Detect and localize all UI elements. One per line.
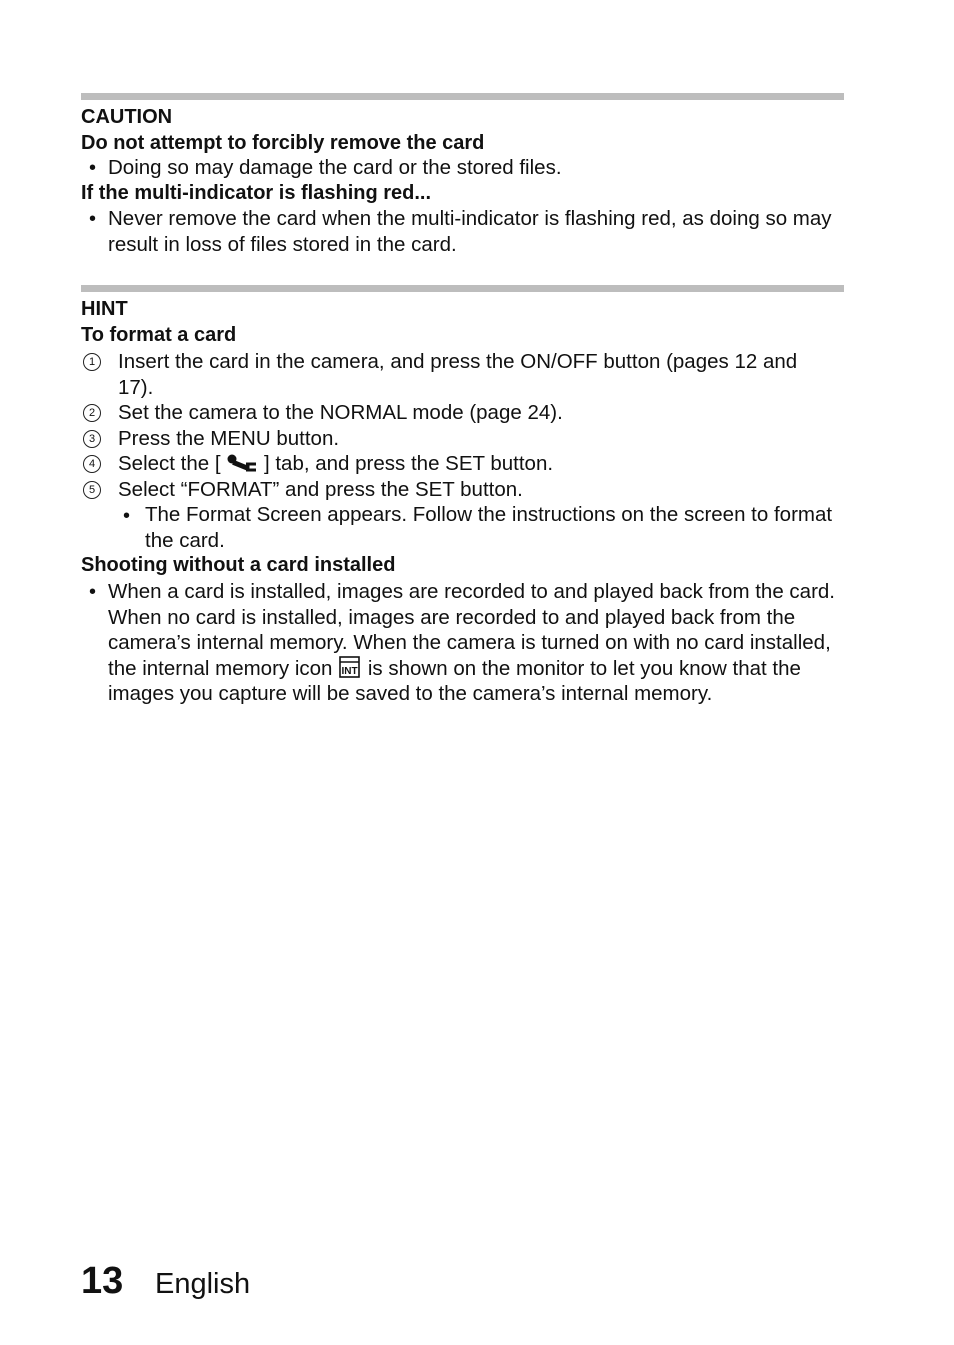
language-label: English [155,1268,251,1300]
format-card-title: To format a card [81,324,237,346]
caution-item2-text: Never remove the card when the multi-indicator is flashing red, as doing so may result in loss of files stored in the card. [108,207,832,256]
bullet: • [89,208,97,230]
step-5-text: Select “FORMAT” and press the SET button. [118,478,523,501]
wrench-icon [226,453,258,473]
step-4-text-after: ] tab, and press the SET button. [263,452,554,475]
step-2-text: Set the camera to the NORMAL mode (page 24). [118,401,563,424]
shooting-without-card-text [108,579,848,707]
step-3-text: Press the MENU button. [118,427,340,450]
page-number: 13 [81,1260,124,1302]
step-number: 1 [83,353,101,371]
shooting-without-card-title: Shooting without a card installed [81,554,396,576]
svg-text:INT: INT [341,665,358,677]
internal-memory-icon [338,656,362,678]
caution-item1-title: Do not attempt to forcibly remove the card [81,132,485,154]
step-number: 5 [83,481,101,499]
hint-top-rule [81,285,844,292]
shooting-text-after: is shown on the monitor to let you know that the images you capture will be saved to the camera’s internal memory. [108,656,801,705]
bullet: • [89,581,97,603]
caution-top-rule [81,93,844,100]
step-number: 3 [83,430,101,448]
bullet: • [89,157,97,179]
caution-section [81,104,844,264]
hint-heading: HINT [81,298,128,320]
step-number: 2 [83,404,101,422]
step-4-text [118,451,838,477]
step-1-text: Insert the card in the camera, and press the ON/OFF button (pages 12 and 17). [118,350,798,399]
format-screen-note: The Format Screen appears. Follow the instructions on the screen to format the card. [145,503,833,552]
hint-section [81,297,844,737]
caution-heading: CAUTION [81,106,173,128]
bullet: • [123,505,131,527]
step-4-text-before: Select the [ [118,452,221,475]
caution-item1-text: Doing so may damage the card or the stored files. [108,156,562,179]
caution-item2-title: If the multi-indicator is flashing red... [81,182,432,204]
shooting-text-before: When a card is installed, images are recorded to and played back from the card. When no card is installed, images are recorded to and played back from the camera’s internal memory. When the camera is turned on with no card installed, the internal memory icon [108,580,835,680]
step-number: 4 [83,455,101,473]
